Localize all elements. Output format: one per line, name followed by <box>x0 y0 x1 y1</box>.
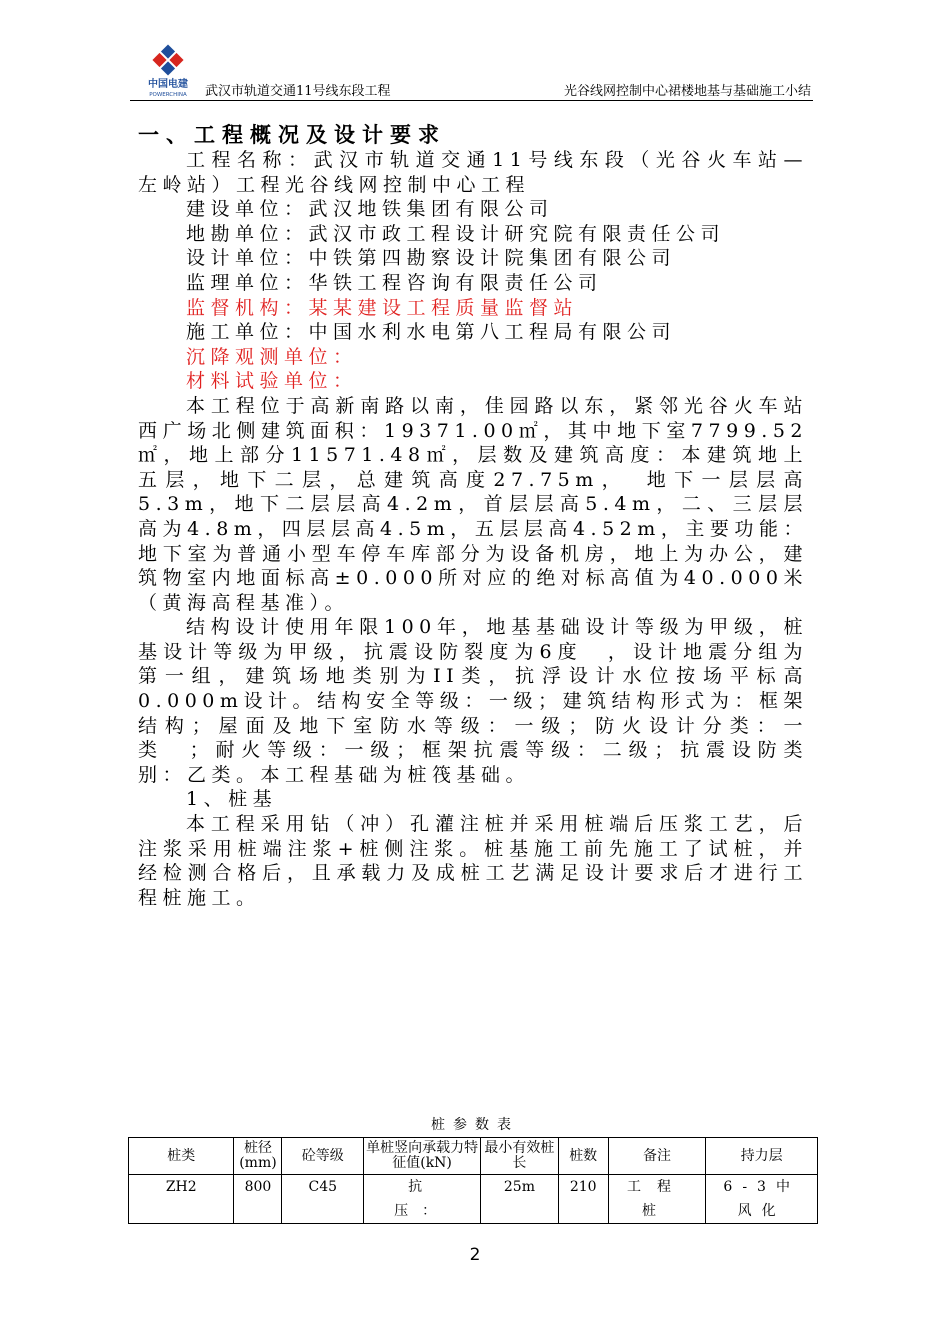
table-cell: 800 <box>234 1175 282 1224</box>
table-header-row <box>129 1138 818 1175</box>
settlement-unit: 沉降观测单位： <box>186 345 358 368</box>
supervisor-unit: 监理单位：华铁工程咨询有限责任公司 <box>186 271 603 294</box>
builder-unit: 建设单位：武汉地铁集团有限公司 <box>186 198 554 221</box>
table-cell: 6-3中风化 <box>706 1175 818 1224</box>
table-cell: 工程桩 <box>608 1175 706 1224</box>
design-paragraph: 结构设计使用年限100年，地基基础设计等级为甲级，桩基设计等级为甲级，抗震设防裂度为6度 ，设计地震分组为第一组，建筑场地类别为II类，抗浮设计水位按场平标高0.000m设计。结构安全等级：一级；建筑结构形式为：框架结构；屋面及地下室防水等级：一级；防火设计分类：一类 ；耐火等级：一级；框架抗震等级：二级；抗震设防类别：乙类。本工程基础为桩筏基础。 <box>138 616 808 786</box>
project-name: 工程名称：武汉市轨道交通11号线东段（光谷火车站—左岭站）工程光谷线网控制中心工程 <box>138 149 808 196</box>
table-cell: ZH2 <box>129 1175 234 1224</box>
header-cell: 桩类 <box>129 1138 234 1175</box>
oversight-agency: 监督机构：某某建设工程质量监督站 <box>186 296 579 319</box>
header-cell: 砼等级 <box>282 1138 364 1175</box>
header-cell: 桩径(mm) <box>234 1138 282 1175</box>
header-cell: 桩数 <box>558 1138 608 1175</box>
page-header <box>130 44 813 101</box>
header-cell: 最小有效桩长 <box>481 1138 559 1175</box>
table-cell: C45 <box>282 1175 364 1224</box>
table-caption: 桩参数表 <box>431 1117 519 1133</box>
table-cell: 210 <box>558 1175 608 1224</box>
table-cell: 25m <box>481 1175 559 1224</box>
logo-text: 中国电建 <box>148 79 188 90</box>
page-number: 2 <box>469 1245 481 1265</box>
header-project-title: 武汉市轨道交通11号线东段工程 <box>205 84 391 99</box>
header-cell: 备注 <box>608 1138 706 1175</box>
section-title: 一、工程概况及设计要求 <box>138 123 446 147</box>
table-row <box>129 1175 818 1224</box>
header-cell: 单桩竖向承载力特征值(kN) <box>364 1138 481 1175</box>
header-document-title: 光谷线网控制中心裙楼地基与基础施工小结 <box>563 84 811 99</box>
design-unit: 设计单位：中铁第四勘察设计院集团有限公司 <box>186 247 677 270</box>
material-test-unit: 材料试验单位： <box>186 370 358 393</box>
location-paragraph: 本工程位于高新南路以南，佳园路以东，紧邻光谷火车站西广场北侧建筑面积：19371.00㎡，其中地下室7799.52㎡，地上部分11571.48㎡，层数及建筑高度：本建筑地上五层，地下二层，总建筑高度27.75m， 地下一层层高5.3m，地下二层层高4.2m，首层层高5.4m，二、三层层高为4.8m，四层层高4.5m，五层层高4.52m，主要功能：地下室为普通小型车停车库部分为设备机房，地上为办公，建筑物室内地面标高±0.000所对应的绝对标高值为40.000米（黄海高程基准）。 <box>138 394 808 614</box>
header-cell: 持力层 <box>706 1138 818 1175</box>
survey-unit: 地勘单位：武汉市政工程设计研究院有限责任公司 <box>186 222 726 245</box>
pile-subsection-title: 1、桩基 <box>186 788 278 811</box>
constructor-unit: 施工单位：中国水利水电第八工程局有限公司 <box>186 321 677 344</box>
table-cell: 抗压： <box>364 1175 481 1224</box>
pile-parameter-table <box>128 1137 818 1224</box>
document-body <box>138 122 808 910</box>
powerchina-logo <box>138 44 198 98</box>
logo-subtext: POWERCHINA <box>149 92 187 98</box>
pile-paragraph: 本工程采用钻（冲）孔灌注桩并采用桩端后压浆工艺，后注浆采用桩端注浆+桩侧注浆。桩基施工前先施工了试桩，并经检测合格后，且承载力及成桩工艺满足设计要求后才进行工程桩施工。 <box>138 813 808 909</box>
